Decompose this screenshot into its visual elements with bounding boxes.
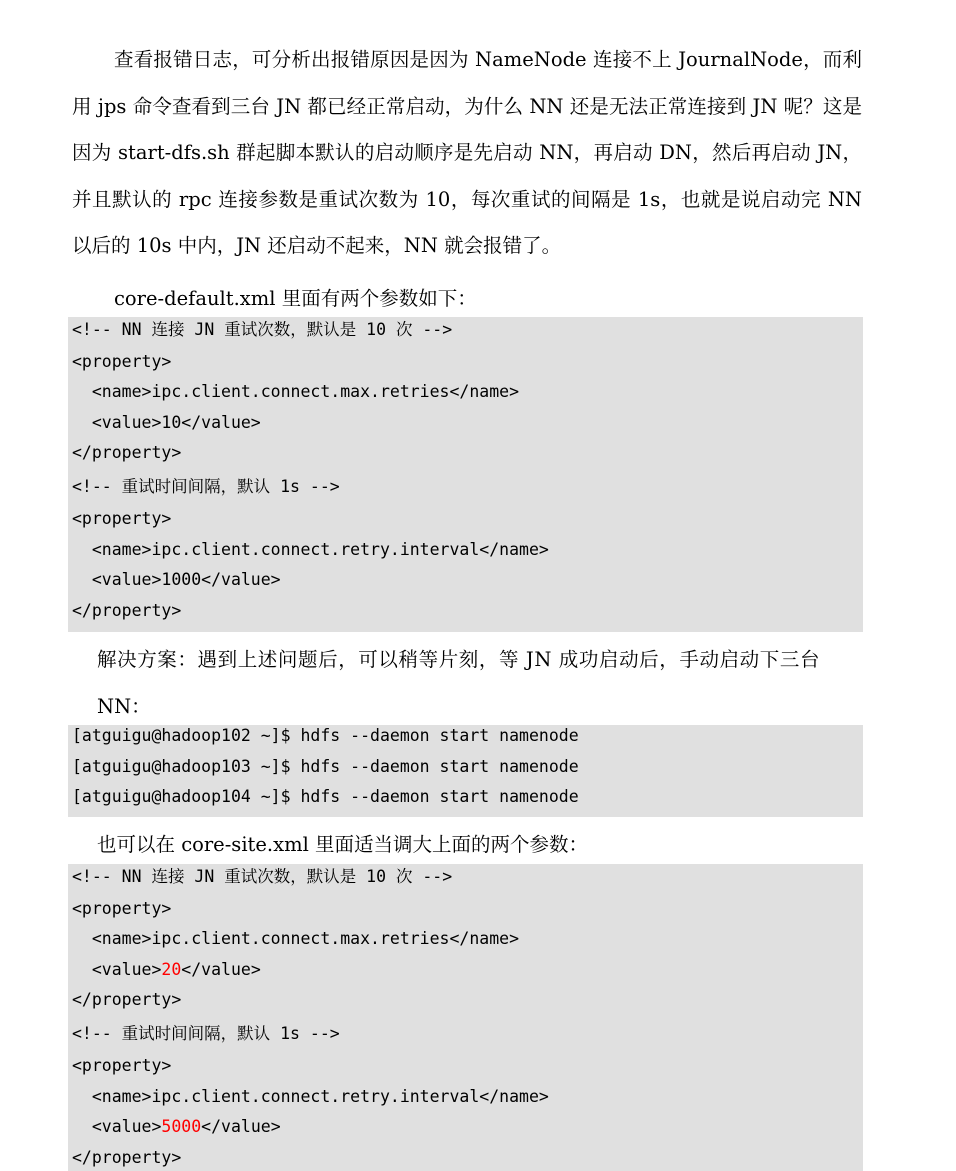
code-line: </property>: [72, 601, 182, 620]
code-line: <!-- NN 连接 JN 重试次数，默认是 10 次 -->: [72, 320, 453, 339]
code-line: <!-- 重试时间间隔，默认 1s -->: [72, 1024, 340, 1043]
code-block-site-config: [68, 864, 863, 1171]
value-tag-open: <value>: [72, 960, 162, 979]
code-line: <name>ipc.client.connect.retry.interval</name>: [72, 540, 549, 559]
code-line: <!-- 重试时间间隔，默认 1s -->: [72, 477, 340, 496]
adjust-intro: 也可以在 core-site.xml 里面适当调大上面的两个参数：: [97, 833, 589, 856]
highlighted-value: 5000: [161, 1117, 202, 1136]
value-tag-close: </value>: [201, 1117, 281, 1136]
code-line: <name>ipc.client.connect.retry.interval</name>: [72, 1087, 549, 1106]
command-line: [atguigu@hadoop104 ~]$ hdfs --daemon start namenode: [72, 787, 579, 806]
code-line-value: [72, 960, 261, 980]
code-line: <value>1000</value>: [72, 570, 281, 589]
defaults-intro: core-default.xml 里面有两个参数如下：: [114, 287, 477, 310]
code-line: <property>: [72, 352, 172, 371]
value-tag-close: </value>: [181, 960, 261, 979]
code-line: <name>ipc.client.connect.max.retries</name>: [72, 929, 520, 948]
solution-text-line-2: NN：: [97, 695, 151, 718]
code-block-default-config: [68, 317, 863, 632]
command-block: [68, 725, 863, 817]
value-tag-open: <value>: [72, 1117, 162, 1136]
highlighted-value: 20: [161, 960, 182, 979]
code-line: <name>ipc.client.connect.max.retries</name>: [72, 382, 520, 401]
command-line: [atguigu@hadoop102 ~]$ hdfs --daemon start namenode: [72, 726, 579, 745]
code-line: <property>: [72, 509, 172, 528]
code-line: <property>: [72, 1056, 172, 1075]
code-line: <value>10</value>: [72, 413, 261, 432]
code-line-value: [72, 1117, 281, 1137]
code-line: </property>: [72, 1148, 182, 1167]
code-line: </property>: [72, 990, 182, 1009]
solution-text-line-1: 解决方案：遇到上述问题后，可以稍等片刻，等 JN 成功启动后，手动启动下三台: [97, 648, 821, 671]
code-line: <property>: [72, 899, 172, 918]
code-line: <!-- NN 连接 JN 重试次数，默认是 10 次 -->: [72, 867, 453, 886]
code-line: </property>: [72, 443, 182, 462]
intro-paragraph: 查看报错日志，可分析出报错原因是因为 NameNode 连接不上 JournalNode，而利用 jps 命令查看到三台 JN 都已经正常启动，为什么 NN 还是无法正常连接到 JN 呢？这是因为 start-dfs.sh 群起脚本默认的启动顺序是先启动 NN，再启动 DN，然后再启动 JN，并且默认的 rpc 连接参数是重试次数为 10，每次重试的间隔是 1s，也就是说启动完 NN 以后的 10s 中内，JN 还启动不起来，NN 就会报错了。: [72, 48, 862, 257]
command-line: [atguigu@hadoop103 ~]$ hdfs --daemon start namenode: [72, 757, 579, 776]
